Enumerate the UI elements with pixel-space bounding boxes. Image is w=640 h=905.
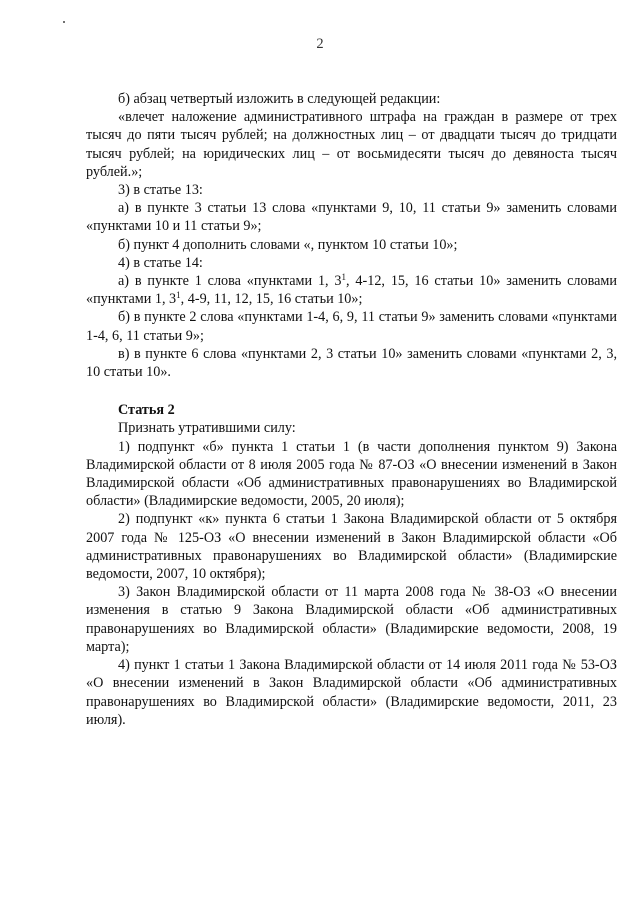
article-heading: Статья 2 — [118, 402, 175, 419]
paragraph: «влечет наложение административного штрафа на граждан в размере от трех тысяч до пяти тысяч рублей; на должностных лиц – от двадцати тысяч до тридцати тысяч рублей; на юридических лиц – от восьмидесяти тысяч до девяноста тысяч рублей.»; — [86, 109, 617, 180]
paragraph: 4) в статье 14: — [118, 254, 203, 271]
document-body — [86, 90, 617, 729]
paragraph: 2) подпункт «к» пункта 6 статьи 1 Закона Владимирской области от 5 октября 2007 года № 125-ОЗ «О внесении изменений в Закон Владимирской области «Об административных правонарушениях во Владимирской области» (Владимирские ведомости, 2007, 10 октября); — [86, 511, 617, 583]
text-fragment: а) в пункте 1 слова «пунктами 1, 3 — [118, 273, 342, 290]
superscript: 1 — [176, 290, 181, 301]
paragraph: в) в пункте 6 слова «пунктами 2, 3 статьи 10» заменить словами «пунктами 2, 3, 10 статьи 10». — [86, 345, 617, 381]
text-fragment: , 4-9, 11, 12, 15, 16 статьи 10»; — [180, 291, 363, 308]
paragraph: б) абзац четвертый изложить в следующей редакции: — [118, 91, 441, 107]
paragraph: Признать утратившими силу: — [118, 420, 296, 437]
page-number: 2 — [316, 36, 324, 52]
text-fragment: , 4-12, 15, 16 статьи 10» заменить словами «пунктами 1, 3 — [86, 273, 617, 308]
paragraph: 3) в статье 13: — [118, 182, 203, 199]
paragraph: б) в пункте 2 слова «пунктами 1-4, 6, 9, 11 статьи 9» заменить словами «пунктами 1-4, 6, 11 статьи 9»; — [86, 309, 617, 344]
paragraph: а) в пункте 3 статьи 13 слова «пунктами 9, 10, 11 статьи 9» заменить словами «пунктами 10 и 11 статьи 9»; — [86, 200, 617, 235]
scan-speck — [63, 21, 65, 23]
superscript: 1 — [341, 272, 347, 283]
paragraph: 1) подпункт «б» пункта 1 статьи 1 (в части дополнения пунктом 9) Закона Владимирской области от 8 июля 2005 года № 87-ОЗ «О внесении изменений в Закон Владимирской области «Об административных правонарушениях во Владимирской области» (Владимирские ведомости, 2005, 20 июля); — [86, 438, 617, 510]
paragraph: 3) Закон Владимирской области от 11 марта 2008 года № 38-ОЗ «О внесении изменения в статью 9 Закона Владимирской области «Об административных правонарушениях во Владимирской области» (Владимирские ведомости, 2008, 19 марта); — [86, 584, 617, 655]
paragraph: б) пункт 4 дополнить словами «, пунктом 10 статьи 10»; — [118, 236, 458, 253]
paragraph-with-superscripts — [86, 272, 617, 308]
paragraph: 4) пункт 1 статьи 1 Закона Владимирской области от 14 июля 2011 года № 53-ОЗ «О внесении изменений в Закон Владимирской области «Об административных правонарушениях во Владимирской области» (Владимирские ведомости, 2011, 23 июля). — [86, 657, 617, 728]
